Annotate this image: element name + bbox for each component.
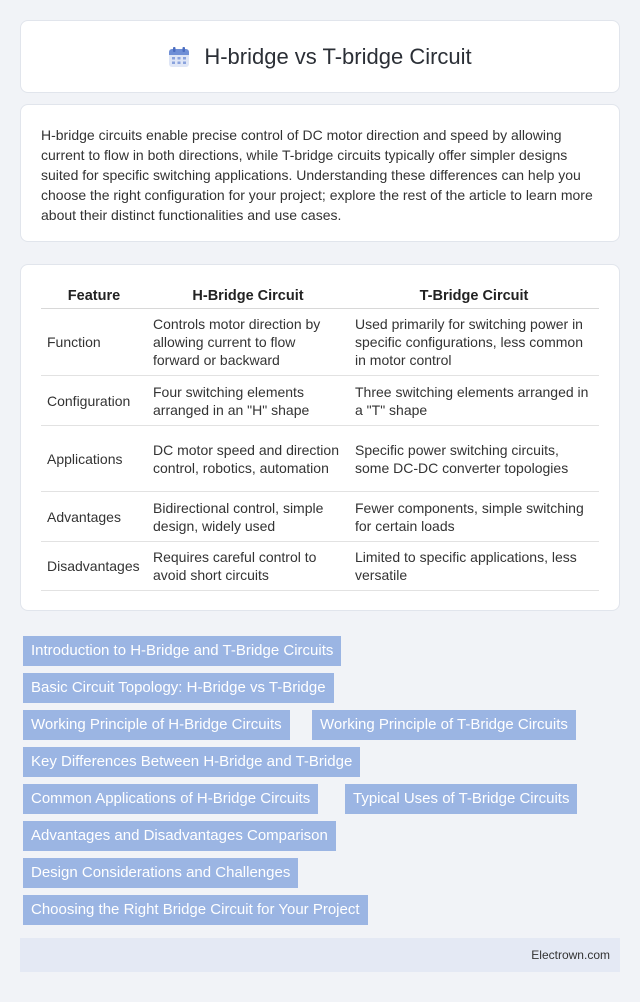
topic-link[interactable]: Design Considerations and Challenges <box>23 858 298 888</box>
cell-h-bridge: Requires careful control to avoid short circuits <box>147 542 349 591</box>
title-card <box>20 20 620 93</box>
table-row <box>41 376 599 426</box>
calendar-icon <box>168 46 190 68</box>
header-t-bridge: T-Bridge Circuit <box>349 283 599 309</box>
topic-link[interactable]: Key Differences Between H-Bridge and T-Bridge <box>23 747 360 777</box>
topic-link[interactable]: Advantages and Disadvantages Comparison <box>23 821 336 851</box>
cell-h-bridge: Four switching elements arranged in an "H" shape <box>147 376 349 426</box>
topic-link[interactable]: Introduction to H-Bridge and T-Bridge Circuits <box>23 636 341 666</box>
topic-link[interactable]: Typical Uses of T-Bridge Circuits <box>345 784 577 814</box>
table-row <box>41 309 599 376</box>
cell-t-bridge: Three switching elements arranged in a "T" shape <box>349 376 599 426</box>
topic-link[interactable]: Working Principle of T-Bridge Circuits <box>312 710 576 740</box>
footer-brand[interactable]: Electrown.com <box>531 948 610 962</box>
topic-link[interactable]: Choosing the Right Bridge Circuit for Your Project <box>23 895 368 925</box>
topic-link[interactable]: Common Applications of H-Bridge Circuits <box>23 784 318 814</box>
comparison-card <box>20 264 620 611</box>
cell-t-bridge: Used primarily for switching power in specific configurations, less common in motor control <box>349 309 599 376</box>
table-row <box>41 492 599 542</box>
table-row <box>41 426 599 492</box>
cell-feature: Disadvantages <box>41 542 147 591</box>
cell-h-bridge: DC motor speed and direction control, robotics, automation <box>147 426 349 492</box>
cell-h-bridge: Controls motor direction by allowing current to flow forward or backward <box>147 309 349 376</box>
header-h-bridge: H-Bridge Circuit <box>147 283 349 309</box>
intro-card <box>20 104 620 242</box>
header-feature: Feature <box>41 283 147 309</box>
footer <box>20 938 620 972</box>
table-row <box>41 542 599 591</box>
cell-feature: Advantages <box>41 492 147 542</box>
cell-feature: Applications <box>41 426 147 492</box>
cell-h-bridge: Bidirectional control, simple design, widely used <box>147 492 349 542</box>
topic-link[interactable]: Basic Circuit Topology: H-Bridge vs T-Bridge <box>23 673 334 703</box>
cell-feature: Function <box>41 309 147 376</box>
comparison-table <box>41 283 599 591</box>
table-header-row <box>41 283 599 309</box>
topic-link[interactable]: Working Principle of H-Bridge Circuits <box>23 710 290 740</box>
intro-paragraph: H-bridge circuits enable precise control of DC motor direction and speed by allowing current to flow in both directions, while T-bridge circuits typically offer simpler designs suited for specific switching applications. Understanding these differences can help you choose the right configuration for your project; explore the rest of the article to learn more about their distinct functionalities and use cases. <box>41 127 593 223</box>
cell-t-bridge: Specific power switching circuits, some DC-DC converter topologies <box>349 426 599 492</box>
page-title: H-bridge vs T-bridge Circuit <box>204 43 472 69</box>
cell-t-bridge: Fewer components, simple switching for certain loads <box>349 492 599 542</box>
cell-feature: Configuration <box>41 376 147 426</box>
cell-t-bridge: Limited to specific applications, less versatile <box>349 542 599 591</box>
